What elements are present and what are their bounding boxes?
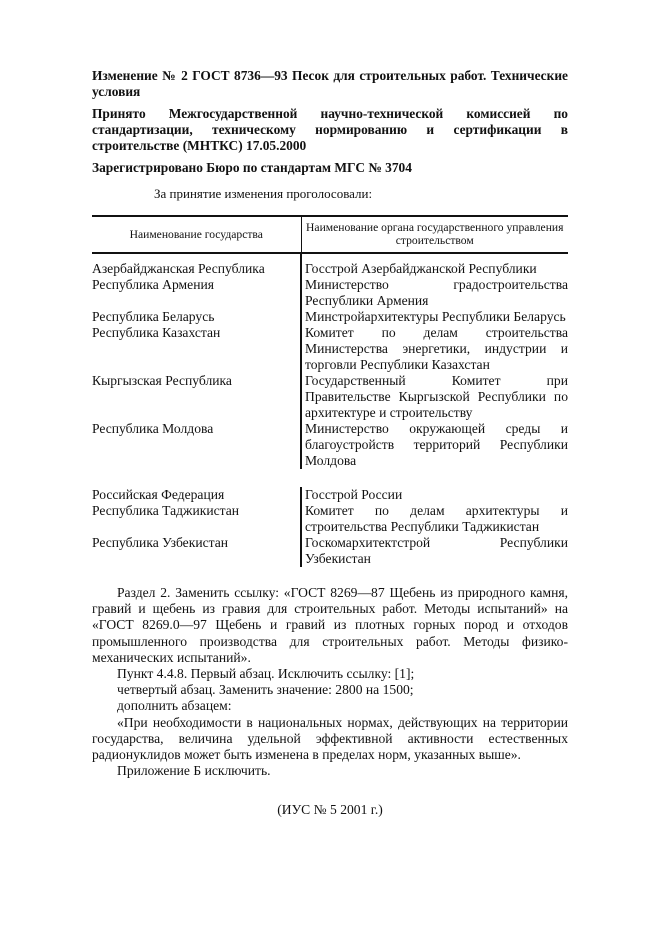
authority-name: Министерство градостроительства Республики Армения	[301, 277, 568, 309]
column-header-authority: Наименование органа государственного управления строительством	[301, 216, 568, 253]
state-name: Азербайджанская Республика	[92, 261, 265, 276]
state-name: Республика Армения	[92, 277, 214, 292]
table-row	[92, 277, 568, 309]
table-row	[92, 253, 568, 277]
appendix-b-removal: Приложение Б исключить.	[117, 763, 271, 779]
authority-name: Госстрой Азербайджанской Республики	[301, 253, 568, 277]
authority-name: Государственный Комитет при Правительстве Кыргызской Республики по архитектуре и строительству	[301, 373, 568, 421]
state-name: Республика Таджикистан	[92, 503, 240, 518]
amendment-title: Изменение № 2 ГОСТ 8736—93 Песок для строительных работ. Технические условия	[92, 68, 568, 99]
state-name: Республика Молдова	[92, 421, 214, 436]
state-name: Республика Беларусь	[92, 309, 215, 324]
registration-statement: Зарегистрировано Бюро по стандартам МГС № 3704	[92, 160, 412, 175]
table-row	[92, 325, 568, 373]
voted-intro: За принятие изменения проголосовали:	[154, 186, 373, 201]
state-name: Республика Казахстан	[92, 325, 221, 340]
fourth-paragraph-change: четвертый абзац. Заменить значение: 2800 на 1500;	[117, 682, 414, 698]
state-name: Кыргызская Республика	[92, 373, 232, 388]
supplement-label: дополнить абзацем:	[117, 698, 232, 714]
table-row	[92, 535, 568, 567]
amendment-body	[92, 585, 568, 779]
table-row	[92, 487, 568, 503]
quoted-paragraph: «При необходимости в национальных нормах, действующих на территории государства, величина удельной эффективной активности естественных радионуклидов может быть изменена в пределах норм, указанных выше».	[92, 714, 568, 763]
section-2-paragraph: Раздел 2. Заменить ссылку: «ГОСТ 8269—87 Щебень из природного камня, гравий и щебень из гравия для строительных работ. Методы испытаний» на «ГОСТ 8269.0—97 Щебень и гравий из плотных горных пород и отходов промышленного производства для строительных работ. Методы физико-механических испытаний».	[92, 585, 568, 665]
authority-name: Госстрой России	[301, 487, 568, 503]
table-row	[92, 309, 568, 325]
authority-name: Министерство окружающей среды и благоустройств территорий Республики Молдова	[301, 421, 568, 469]
table-row	[92, 421, 568, 469]
table-row	[92, 373, 568, 421]
table-gap	[92, 469, 568, 487]
voting-table	[92, 215, 568, 567]
document-page	[92, 68, 568, 818]
adopted-statement: Принято Межгосударственной научно-технической комиссией по стандартизации, техническому нормированию и сертификации в строительстве (МНТКС) 17.05.2000	[92, 106, 568, 153]
ius-reference: (ИУС № 5 2001 г.)	[277, 802, 383, 818]
authority-name: Минстройархитектуры Республики Беларусь	[301, 309, 568, 325]
table-header-row	[92, 216, 568, 253]
authority-name: Комитет по делам архитектуры и строительства Республики Таджикистан	[301, 503, 568, 535]
state-name: Российская Федерация	[92, 487, 225, 502]
state-name: Республика Узбекистан	[92, 535, 229, 550]
authority-name: Комитет по делам строительства Министерства энергетики, индустрии и торговли Республики Казахстан	[301, 325, 568, 373]
item-4-4-8-paragraph: Пункт 4.4.8. Первый абзац. Исключить ссылку: [1];	[117, 666, 415, 682]
table-row	[92, 503, 568, 535]
column-header-state: Наименование государства	[92, 216, 301, 253]
authority-name: Госкомархитектстрой Республики Узбекистан	[301, 535, 568, 567]
